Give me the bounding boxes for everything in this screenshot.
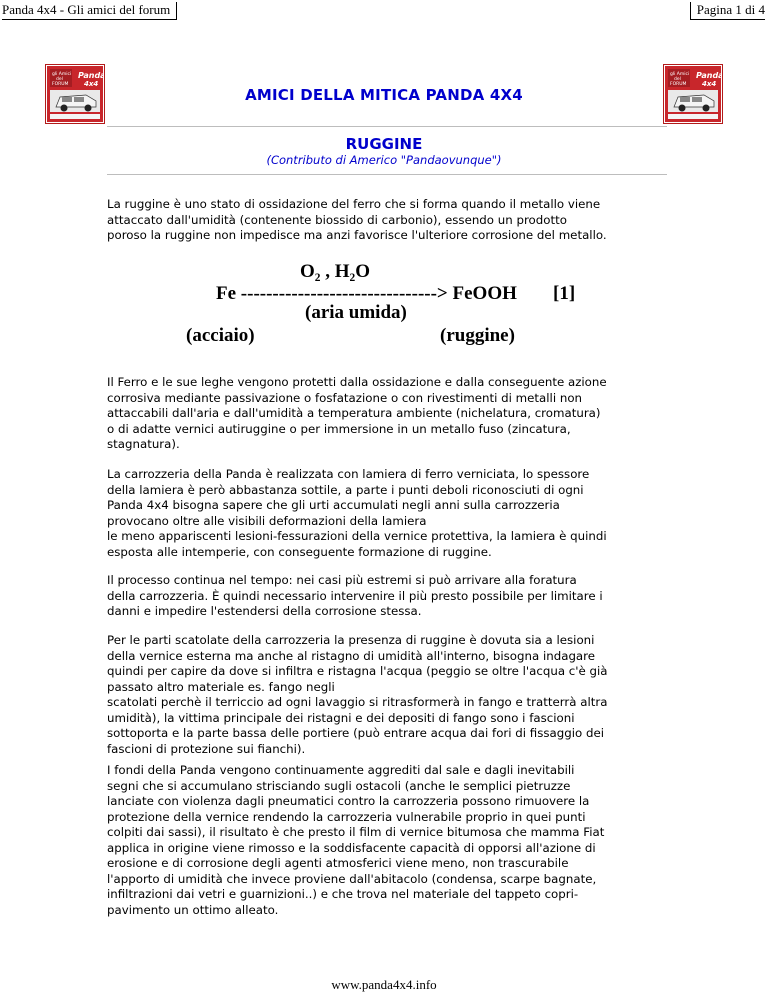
- svg-text:FORUM: FORUM: [670, 82, 687, 87]
- paragraph-bodywork: La carrozzeria della Panda è realizzata con lamiera di ferro verniciata, lo spessore della lamiera è però abbastanza sottile, a parte i punti deboli riconosciuti di ogni Panda 4x4 bisogna sapere che gli urti accumulati negli anni sulla carrozzeria provocano oltre alle visibili deformazioni della lamiera le meno appariscenti lesioni-fessurazioni della vernice protettiva, la lamiera è quindi esposta alle intemperie, con conseguente formazione di ruggine.: [107, 467, 607, 559]
- svg-text:del: del: [56, 77, 63, 82]
- svg-text:Panda: Panda: [696, 71, 722, 80]
- formula-condition: (aria umida): [305, 302, 407, 323]
- paragraph-boxed-parts: Per le parti scatolate della carrozzeria la presenza di ruggine è dovuta sia a lesioni della vernice esterna ma anche al ristagno di umidità all'interno, bisogna indagare quindi per capire da dove si infiltra e ristagna l'acqua (peggio se oltre l'acqua c'è già passato altro materiale es. fango negli scatolati perchè il terriccio ad ogni lavaggio si ritrasformerà in fango e tratterrà altra umidità), la vittima principale dei ristagni e dei depositi di fango sono i fascioni sottoporta e la parte bassa delle portiere (può entrare acqua dai fori di fissaggio dei fascioni di protezione sui fianchi).: [107, 633, 608, 756]
- article-title: RUGGINE: [345, 135, 423, 153]
- svg-text:gli Amici: gli Amici: [670, 72, 690, 77]
- divider: [107, 174, 667, 175]
- svg-text:Panda: Panda: [78, 71, 104, 80]
- paragraph-underbody: I fondi della Panda vengono continuamente aggrediti dal sale e dagli inevitabili segni che si accumulano strisciando sugli ostacoli (anche le semplici pietruzze lanciate con violenza dagli pneumatici contro la carrozzeria possono rimuovere la protezione della vernice rendendo la carrozzeria vulnerabile proprio in quei punti colpiti dai sassi), il risultato è che presto il film di vernice bitumosa che mamma Fiat applica in origine viene rimosso e la soddisfacente capacità di opporsi all'azione di erosione e di corrosione degli agenti atmosferici viene meno, non trascurabile l'apporto di umidità che invece proviene dall'abitacolo (condensa, scarpe bagnate, infiltrazioni dai vetri e guarnizioni..) e che trova nel materiale del tappeto copri- pavimento un ottimo alleato.: [107, 763, 605, 917]
- site-title: AMICI DELLA MITICA PANDA 4X4: [245, 86, 523, 104]
- print-header-page: Pagina 1 di 4: [690, 2, 765, 20]
- print-header: [0, 0, 768, 19]
- paragraph-process: Il processo continua nel tempo: nei casi più estremi si può arrivare alla foratura della carrozzeria. È quindi necessario intervenire il più presto possibile per limitare i danni e impedire l'estendersi della corrosione stessa.: [107, 573, 603, 618]
- article-subtitle: (Contributo di Americo "Pandaovunque"): [266, 153, 502, 167]
- svg-text:gli Amici: gli Amici: [52, 72, 72, 77]
- svg-text:del: del: [674, 77, 681, 82]
- formula-reagents: O₂ , H₂O: [300, 261, 370, 282]
- divider: [107, 126, 667, 127]
- svg-text:4x4: 4x4: [84, 80, 99, 88]
- chemical-formula: [0, 258, 768, 368]
- formula-right-label: (ruggine): [440, 325, 515, 346]
- page-footer-url: www.panda4x4.info: [331, 977, 437, 992]
- formula-reference: [1]: [553, 283, 576, 304]
- svg-text:FORUM: FORUM: [52, 82, 69, 87]
- print-header-title: Panda 4x4 - Gli amici del forum: [2, 2, 177, 20]
- paragraph-intro: La ruggine è uno stato di ossidazione del ferro che si forma quando il metallo viene attaccato dall'umidità (contenente biossido di carbonio), essendo un prodotto poroso la ruggine non impedisce ma anzi favorisce l'ulteriore corrosione del metallo.: [107, 197, 607, 242]
- paragraph-protection: Il Ferro e le sue leghe vengono protetti dalla ossidazione e dalla conseguente azione corrosiva mediante passivazione o fosfatazione o con rivestimenti di metalli non attaccabili dall'aria e dall'umidità a temperatura ambiente (nichelatura, cromatura) o di adatte vernici autiruggine o per immersione in un metallo fuso (zincatura, stagnatura).: [107, 375, 607, 451]
- svg-text:4x4: 4x4: [702, 80, 717, 88]
- formula-reaction: Fe -------------------------------> FeOOH: [216, 283, 517, 304]
- formula-left-label: (acciaio): [186, 325, 255, 346]
